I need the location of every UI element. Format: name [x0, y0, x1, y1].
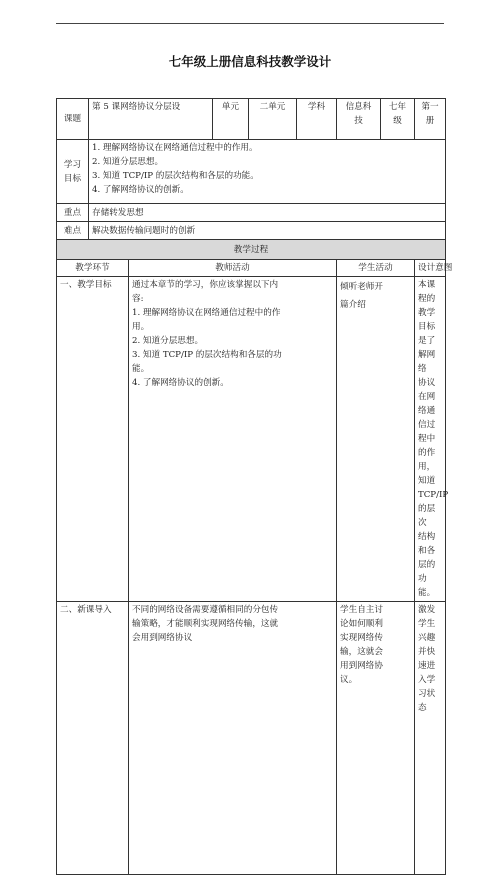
difficulty-label: 难点 [57, 222, 89, 240]
teacher-line: 2. 知道分层思想。 [132, 336, 204, 346]
intent-line: 习状态 [418, 689, 436, 713]
subject-value [337, 99, 381, 140]
intent-line: 并快速进入学 [418, 647, 436, 685]
teacher-line: 输策略，才能顺利实现网络传输，这就 [132, 619, 279, 629]
student-line: 论如何顺利 [340, 619, 383, 629]
volume-line-2: 册 [425, 116, 435, 126]
objective-item: 4. 了解网络协议的创新。 [92, 185, 189, 195]
design-intent-cell [415, 602, 446, 875]
intent-line: 信过程中的作 [418, 420, 436, 458]
lesson-plan-table [56, 98, 453, 875]
teacher-line: 会用到网络协议 [132, 633, 193, 643]
teacher-line: 1. 理解网络协议在网络通信过程中的作 [132, 308, 281, 318]
intent-line: 功能。 [418, 574, 436, 598]
process-title: 教学过程 [57, 240, 446, 260]
teacher-line: 容: [132, 294, 144, 304]
teacher-line: 4. 了解网络协议的创新。 [132, 378, 229, 388]
objective-item: 3. 知道 TCP/IP 的层次结构和各层的功能。 [92, 171, 259, 181]
volume-line-1: 第一 [421, 102, 439, 112]
intent-line: 用， 知道 [418, 462, 436, 486]
intent-line: 本课程的教学 [418, 280, 436, 318]
intent-line: TCP/IP 的层次 [418, 490, 449, 528]
teacher-activity-cell [129, 277, 337, 602]
objectives-label-line-1: 学习 [63, 159, 82, 170]
column-header-teacher: 教师活动 [129, 260, 337, 277]
intent-line: 目标是了解网络 [418, 322, 436, 374]
subject-label: 学科 [297, 99, 337, 140]
unit-value: 二单元 [249, 99, 297, 140]
topic-label: 课题 [57, 99, 89, 140]
student-line: 用到网络协 [340, 661, 383, 671]
teacher-line: 能。 [132, 364, 150, 374]
page-title: 七年级上册信息科技教学设计 [168, 54, 332, 69]
key-point-value: 存储转发思想 [89, 204, 446, 222]
objective-item: 1. 理解网络协议在网络通信过程中的作用。 [92, 143, 258, 153]
intent-line: 协议在网络通 [418, 378, 436, 416]
subject-value-line-2: 技 [354, 116, 363, 126]
student-line: 议。 [340, 675, 358, 685]
teacher-line: 3. 知道 TCP/IP 的层次结构和各层的功 [132, 350, 282, 360]
student-line: 学生自主讨 [340, 605, 383, 615]
student-line: 篇介绍 [340, 300, 366, 310]
grade-value [381, 99, 415, 140]
objectives-label-line-2: 目标 [63, 173, 82, 184]
objectives-label [57, 140, 89, 204]
objective-item: 2. 知道分层思想。 [92, 157, 164, 167]
student-line: 倾听老师开 [340, 282, 383, 292]
column-header-intent: 设计意图 [415, 260, 446, 277]
teacher-line: 不同的网络设备需要遵循相同的分包传 [132, 605, 279, 615]
teacher-line: 用。 [132, 322, 150, 332]
teacher-activity-cell [129, 602, 337, 875]
student-line: 输，这就会 [340, 647, 383, 657]
intent-line: 激发学生兴趣 [418, 605, 436, 643]
key-point-label: 重点 [57, 204, 89, 222]
stage-cell: 二、新课导入 [57, 602, 129, 875]
topic-value: 第 5 课网络协议分层设 [89, 99, 213, 140]
teacher-line: 通过本章节的学习，你应该掌握以下内 [132, 280, 279, 290]
intent-line: 结构和各层的 [418, 532, 436, 570]
student-activity-cell [337, 277, 415, 602]
design-intent-cell [415, 277, 449, 602]
top-rule [56, 23, 444, 24]
student-line: 实现网络传 [340, 633, 383, 643]
subject-value-line-1: 信息科 [345, 102, 372, 112]
difficulty-value: 解决数据传输问题时的创新 [89, 222, 446, 240]
unit-label: 单元 [213, 99, 249, 140]
grade-line-2: 级 [393, 116, 402, 126]
volume-value [415, 99, 446, 140]
grade-line-1: 七年 [388, 102, 407, 112]
objectives-list [89, 140, 446, 204]
column-header-stage: 教学环节 [57, 260, 129, 277]
column-header-student: 学生活动 [337, 260, 415, 277]
student-activity-cell [337, 602, 415, 875]
stage-cell: 一、教学目标 [57, 277, 129, 602]
